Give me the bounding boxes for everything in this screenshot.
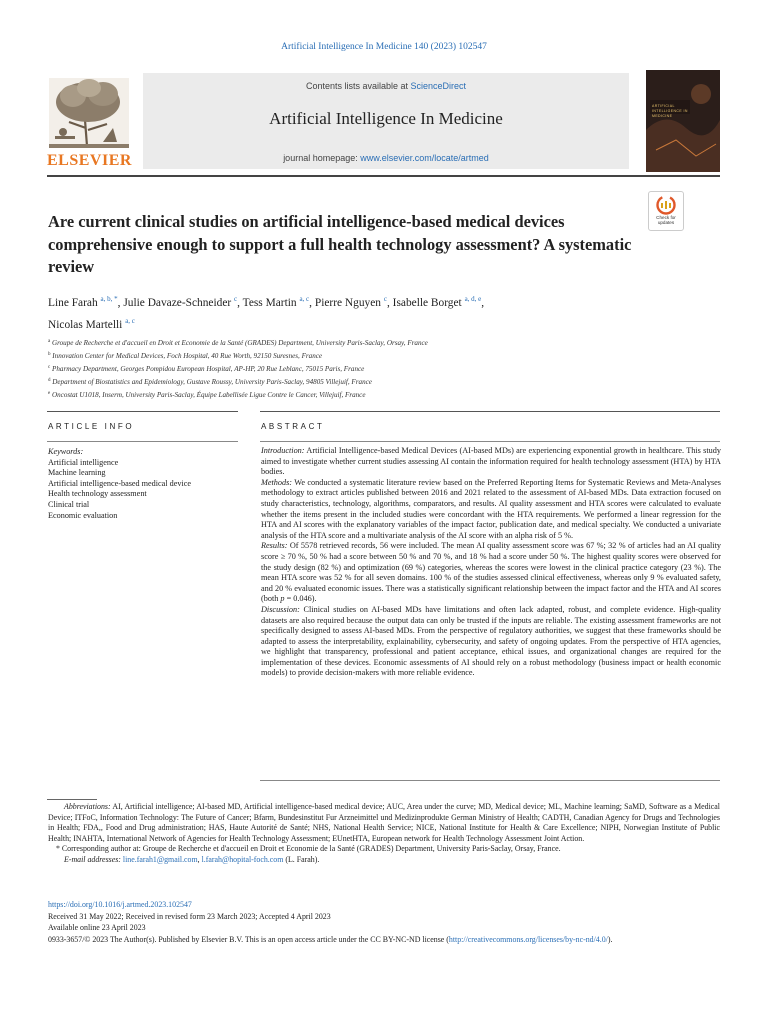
author-affiliation-marks[interactable]: a, c (299, 295, 310, 303)
affiliations (48, 336, 708, 401)
elsevier-logo[interactable] (47, 76, 131, 170)
check-updates-label: Check for updates (656, 215, 676, 225)
abstract-bottom-rule (260, 780, 720, 781)
contents-line (143, 81, 629, 91)
sciencedirect-link[interactable]: ScienceDirect (410, 81, 467, 91)
author-affiliation-marks[interactable]: a, d, e (464, 295, 482, 303)
email-link[interactable]: l.farah@hopital-foch.com (201, 854, 284, 864)
abstract-discussion: Discussion: Clinical studies on AI-based MDs have limitations and often lack adapted, robust, and complete evidence. High-quality datasets are also required because the output data can only be trusted if the inputs are reliable. The existing assessment frameworks are not specifically designed to assess AI-based MDs. From the perspective of regulatory authorities, we suggest that these frameworks should be adapted to assess the interpretability, explainability, cybersecurity, and safety of ongoing updates. From the perspective of HTA agencies, we highlight that transparency, professional and patient acceptance, ethical issues, and organizational changes are required for the implementation of these devices. Economic assessments of AI should rely on a robust methodology (business impact or health economic models) to provide decision-makers with more reliable evidence. (261, 604, 721, 678)
journal-homepage (143, 153, 629, 163)
contents-prefix: Contents lists available at (305, 81, 411, 91)
doi-link[interactable]: https://doi.org/10.1016/j.artmed.2023.102547 (48, 900, 192, 909)
keyword: Health technology assessment (48, 489, 147, 499)
check-for-updates-badge[interactable] (648, 191, 684, 231)
abstract-heading: ABSTRACT (261, 422, 325, 431)
author[interactable]: Julie Davaze-Schneider $^c$ (123, 295, 238, 309)
abstract-introduction: Introduction: Artificial Intelligence-based Medical Devices (AI-based MDs) are experiencing exponential growth in healthcare. This study aimed to investigate whether current studies assessing AI contain the information required for health technology assessment (HTA) by HTA bodies. (261, 446, 721, 477)
elsevier-tree-icon (47, 76, 131, 150)
abbreviations-footnote: Abbreviations: AI, Artificial intelligence; AI-based MD, Artificial intelligence-based medical device; AUC, Area under the curve; MD, Medical device; ML, Machine learning; SaMD, Software as a Medical Device; ITFoC, Information Technology: The Future of Cancer; Bfarm, Bundesinstitut Fur Arzneimittel und Medizinprodukte German Ministry of Health; CADTH, Canadian Agency for Drugs and Technologies in Health; FDA,, Food and Drug administration; HAS, Haute Autorité de Santé; NHS, National Health Service; NICE, National Institute for Health & Care Excellence; NIPH, Norwegian Institute of Public Health; INAHTA, International Network of Agencies for Health Technology Assessment; EUnetHTA, European network for Health Technology Assessment Joint Action. (48, 802, 720, 843)
author[interactable]: Tess Martin $^{a, c}$ (242, 295, 310, 309)
author[interactable]: Nicolas Martelli $^{a, c}$ (48, 316, 135, 331)
footnote-rule (47, 799, 97, 800)
cover-art-icon (646, 70, 720, 172)
author-affiliation-marks[interactable]: a, c (125, 316, 135, 325)
affiliation-item: $^d$ Department of Biostatistics and Epidemiology, Gustave Roussy, University Paris-Saclay, 94805 Villejuif, France (48, 378, 372, 386)
author-list: Line Farah $^{a, b, *}$, Julie Davaze-Schneider $^c$, Tess Martin $^{a, c}$, Pierre Nguyen $^c$, Isabelle Borget $^{a, d, e}$, Nicolas Martelli $^{a, c}$ (48, 295, 485, 331)
author[interactable]: Line Farah $^{a, b, *}$ (48, 295, 118, 309)
license-statement: 0933-3657/© 2023 The Author(s). Published by Elsevier B.V. This is an open access article under the CC BY-NC-ND license (http://creativecommons.org/licenses/by-nc-nd/4.0/). (48, 934, 613, 944)
check-updates-icon (656, 195, 676, 215)
article-history (48, 899, 720, 945)
masthead (47, 70, 720, 177)
article-title: Are current clinical studies on artificial intelligence-based medical devices comprehensive enough to support a full health technology assessment? A systematic review (48, 212, 632, 276)
keywords-label: Keywords: (48, 447, 84, 456)
received-dates: Received 31 May 2022; Received in revised form 23 March 2023; Accepted 4 April 2023 (48, 911, 331, 921)
keyword: Machine learning (48, 468, 106, 478)
homepage-prefix: journal homepage: (283, 153, 361, 163)
author[interactable]: Pierre Nguyen $^c$ (314, 295, 387, 309)
footnotes (48, 802, 720, 866)
article-info-top-rule (47, 411, 238, 412)
homepage-link[interactable]: www.elsevier.com/locate/artmed (360, 153, 489, 163)
keyword: Artificial intelligence-based medical device (48, 478, 191, 488)
author-affiliation-marks[interactable]: c (234, 295, 238, 303)
abstract-heading-rule (260, 441, 720, 442)
email-link[interactable]: line.farah1@gmail.com (122, 854, 198, 864)
email-footnote: E-mail addresses: line.farah1@gmail.com, l.farah@hopital-foch.com (L. Farah). (64, 854, 320, 864)
available-online: Available online 23 April 2023 (48, 923, 146, 933)
journal-title: Artificial Intelligence In Medicine (269, 109, 503, 128)
abstract-body (261, 446, 721, 679)
keyword: Economic evaluation (48, 510, 118, 520)
abstract-results: Results: Of 5578 retrieved records, 56 were included. The mean AI quality assessment score was 67 %; 32 % of articles had an AI quality score ≥ 70 %, 50 % had a score between 50 % and 70 %, and 18 % had a score under 50 %. The highest quality scores were observed for the study design (82 %) and optimization (69 %) categories, whereas the scores were lowest in the clinical practice category (23 %). The mean HTA score was 52 % for all seven domains. 100 % of the studies assessed clinical effectiveness, whereas only 9 % evaluated safety, and 20 % evaluated economic issues. There was a statistically significant relationship between the impact factor and the HTA and AI scores (both p = 0.046). (261, 541, 721, 604)
journal-banner (143, 73, 629, 169)
article-info-heading-rule (47, 441, 238, 442)
cover-title: ARTIFICIAL INTELLIGENCE IN MEDICINE (652, 104, 688, 118)
corresponding-author-footnote: * Corresponding author at: Groupe de Recherche et d'accueil en Droit et Economie de la Santé (GRADES) Department, University Paris-Saclay, Orsay, France. (56, 844, 561, 854)
keyword: Artificial intelligence (48, 457, 119, 467)
affiliation-item: $^e$ Oncostat U1018, Inserm, University Paris-Saclay, Équipe Labellisée Ligue Contre le Cancer, Villejuif, France (48, 391, 366, 399)
elsevier-wordmark: ELSEVIER (47, 152, 132, 169)
abstract-top-rule (260, 411, 720, 412)
abstract-methods: Methods: We conducted a systematic literature review based on the Preferred Reporting Items for Systematic Reviews and Meta-Analyses methodology to extract articles published between 2016 and 2021 related to the assessment of AI-based MDs. Data extraction focused on study characteristics, technology, algorithms, comparators, and results. AI quality assessment and HTA scores were calculated to evaluate whether the items present in the included studies were concordant with the HTA requirements. We performed a linear regression for the HTA and AI scores with the explanatory variables of the impact factor, publication date, and medical specialty. We conducted a univariate analysis of the HTA score and a multivariate analysis of the AI score with an alpha risk of 5 %. (261, 477, 721, 540)
affiliation-item: $^c$ Pharmacy Department, Georges Pompidou European Hospital, AP-HP, 20 Rue Leblanc, 75015 Paris, France (48, 365, 365, 373)
license-link[interactable]: http://creativecommons.org/licenses/by-nc-nd/4.0/ (448, 934, 608, 944)
author[interactable]: Isabelle Borget $^{a, d, e}$ (392, 295, 482, 309)
journal-cover-thumbnail[interactable] (646, 70, 720, 172)
affiliation-item: $^b$ Innovation Center for Medical Devices, Foch Hospital, 40 Rue Worth, 92150 Suresnes, France (48, 352, 323, 360)
author-affiliation-marks[interactable]: a, b, * (100, 295, 118, 303)
keyword: Clinical trial (48, 499, 90, 509)
journal-citation-header[interactable]: Artificial Intelligence In Medicine 140 (2023) 102547 (281, 42, 487, 52)
keywords-block (48, 447, 238, 521)
article-info-heading: ARTICLE INFO (48, 422, 135, 431)
author-affiliation-marks[interactable]: c (383, 295, 387, 303)
affiliation-item: $^a$ Groupe de Recherche et d'accueil en Droit et Economie de la Santé (GRADES) Department, University Paris-Saclay, Orsay, France (48, 339, 428, 347)
